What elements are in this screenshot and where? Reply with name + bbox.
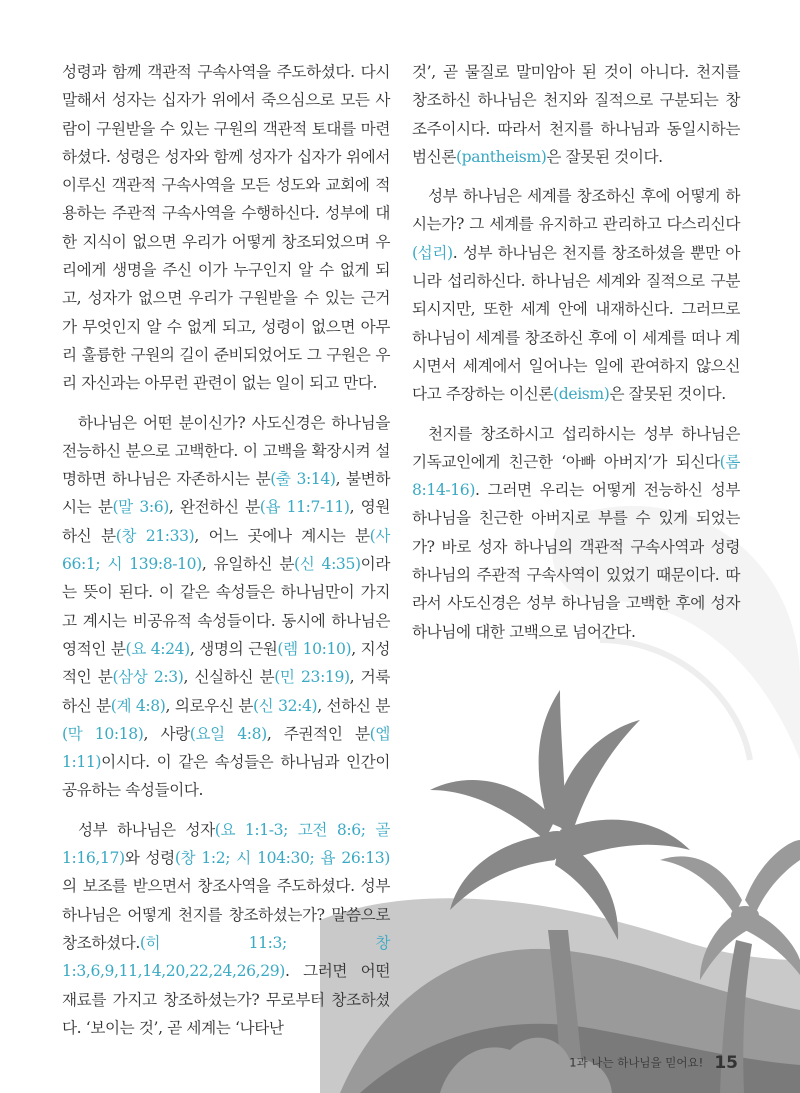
- paragraph: [62, 58, 390, 398]
- paragraph: [412, 182, 740, 408]
- paragraph-text: 천지를 창조하시고 섭리하시는 성부 하나님은 기독교인에게 친근한 ‘아빠 아버지’가 되신다: [412, 424, 740, 471]
- paragraph-text: , 어느 곳에나 계시는 분: [194, 526, 370, 545]
- scripture-reference: (계 4:8): [110, 696, 166, 715]
- paragraph-text: , 선하신 분: [317, 696, 390, 715]
- scripture-reference: (말 3:6): [112, 498, 169, 517]
- paragraph-text: 은 잘못된 것이다.: [546, 147, 663, 166]
- paragraph-text: . 그러면 우리는 어떻게 전능하신 성부 하나님을 친근한 아버지로 부를 수 있게 되었는가? 바로 성자 하나님의 객관적 구속사역과 성령 하나님의 주관적 구속사역이 있었기 때문이다. 따라서 사도신경은 성부 하나님을 고백한 후에 성자 하나님에 대한 고백으로 넘어간다.: [412, 481, 740, 641]
- scripture-reference: (렘 10:10): [277, 639, 352, 658]
- paragraph-text: , 의로우신 분: [165, 696, 253, 715]
- scripture-reference: (히 11:3; 창 1:3,6,9,11,14,20,22,24,26,29): [62, 933, 390, 981]
- paragraph-text: , 신실하신 분: [183, 668, 275, 687]
- paragraph-text: , 거룩하신 분: [62, 668, 390, 715]
- scripture-reference: (deism): [553, 385, 610, 404]
- paragraph: [62, 816, 390, 1042]
- paragraph-text: , 지성적인 분: [62, 639, 390, 687]
- page-footer: [569, 1052, 738, 1073]
- scripture-reference: (엡 1:11): [62, 724, 390, 772]
- scripture-reference: (요일 4:8): [189, 724, 267, 743]
- scripture-reference: (신 32:4): [252, 696, 318, 715]
- paragraph-text: 성부 하나님은 성자: [78, 820, 215, 839]
- paragraph: [412, 420, 740, 646]
- paragraph: [62, 409, 390, 805]
- left-column: [62, 58, 390, 1053]
- paragraph-text: , 완전하신 분: [168, 498, 260, 517]
- paragraph-text: , 영원하신 분: [62, 498, 390, 545]
- scripture-reference: (사 66:1; 시 139:8-10): [62, 526, 390, 574]
- scripture-reference: (pantheism): [456, 147, 547, 166]
- scripture-reference: (요 4:24): [125, 639, 190, 658]
- paragraph-text: , 생명의 근원: [189, 639, 278, 658]
- page-number: 15: [714, 1052, 738, 1073]
- scripture-reference: (욥 11:7-11): [259, 498, 350, 517]
- paragraph-text: , 유일하신 분: [201, 555, 295, 574]
- right-column: [412, 58, 740, 657]
- paragraph-text: 이시다. 이 같은 속성들은 하나님과 인간이 공유하는 속성들이다.: [62, 753, 390, 800]
- paragraph-text: 의 보조를 받으면서 창조사역을 주도하셨다. 성부 하나님은 어떻게 천지를 창조하셨는가? 말씀으로 창조하셨다.: [62, 877, 390, 952]
- scripture-reference: (삼상 2:3): [112, 668, 184, 687]
- scripture-reference: (신 4:35): [294, 555, 361, 574]
- paragraph-text: . 성부 하나님은 천지를 창조하셨을 뿐만 아니라 섭리하신다. 하나님은 세계와 질적으로 구분되시지만, 또한 세계 안에 내재하신다. 그러므로 하나님이 세계를 창조하신 후에 이 세계를 떠나 계시면서 세계에서 일어나는 일에 관여하지 않으신다고 주장하는 이신론: [412, 243, 740, 404]
- paragraph-text: , 주권적인 분: [266, 724, 370, 743]
- paragraph-text: 하나님은 어떤 분이신가? 사도신경은 하나님을 전능하신 분으로 고백한다. 이 고백을 확장시켜 설명하면 하나님은 자존하시는 분: [62, 413, 390, 489]
- paragraph-text: 와 성령: [124, 849, 175, 868]
- paragraph-text: 것’, 곧 물질로 말미암아 된 것이 아니다. 천지를 창조하신 하나님은 천지와 질적으로 구분되는 창조주이시다. 따라서 천지를 하나님과 동일시하는 범신론: [412, 63, 740, 166]
- scripture-reference: (창 21:33): [115, 526, 195, 545]
- paragraph-text: . 그러면 어떤 재료를 가지고 창조하셨는가? 무로부터 창조하셨다. ‘보이는 것’, 곧 세계는 ‘나타난: [62, 962, 390, 1037]
- paragraph-text: 성부 하나님은 세계를 창조하신 후에 어떻게 하시는가? 그 세계를 유지하고 관리하고 다스리신다: [412, 187, 740, 234]
- scripture-reference: (막 10:18): [62, 724, 144, 743]
- chapter-title: 1과 나는 하나님을 믿어요!: [569, 1055, 704, 1070]
- paragraph-text: 이라는 뜻이 된다. 이 같은 속성들은 하나님만이 가지고 계시는 비공유적 속성들이다. 동시에 하나님은 영적인 분: [62, 555, 390, 658]
- scripture-reference: (롬 8:14-16): [412, 452, 740, 500]
- paragraph-text: , 불변하시는 분: [62, 470, 390, 517]
- paragraph: [412, 58, 740, 171]
- paragraph-text: 성령과 함께 객관적 구속사역을 주도하셨다. 다시 말해서 성자는 십자가 위에서 죽으심으로 모든 사람이 구원받을 수 있는 구원의 객관적 토대를 마련하셨다. 성령은 성자와 함께 성자가 십자가 위에서 이루신 객관적 구속사역을 모든 성도와 교회에 적용하는 주관적 구속사역을 수행하신다. 성부에 대한 지식이 없으면 우리가 어떻게 창조되었으며 우리에게 생명을 주신 이가 누구인지 알 수 없게 되고, 성자가 없으면 우리가 구원받을 수 있는 근거가 무엇인지 알 수 없게 되고, 성령이 없으면 아무리 훌륭한 구원의 길이 준비되었어도 그 구원은 우리 자신과는 아무런 관련이 없는 일이 되고 만다.: [62, 63, 390, 393]
- paragraph-text: 은 잘못된 것이다.: [609, 385, 726, 404]
- scripture-reference: (출 3:14): [270, 470, 336, 489]
- scripture-reference: (창 1:2; 시 104:30; 욥 26:13): [174, 849, 390, 868]
- scripture-reference: (민 23:19): [274, 668, 350, 687]
- scripture-reference: (섭리): [412, 243, 453, 262]
- scripture-reference: (요 1:1-3; 고전 8:6; 골 1:16,17): [62, 820, 390, 868]
- paragraph-text: , 사랑: [143, 724, 190, 743]
